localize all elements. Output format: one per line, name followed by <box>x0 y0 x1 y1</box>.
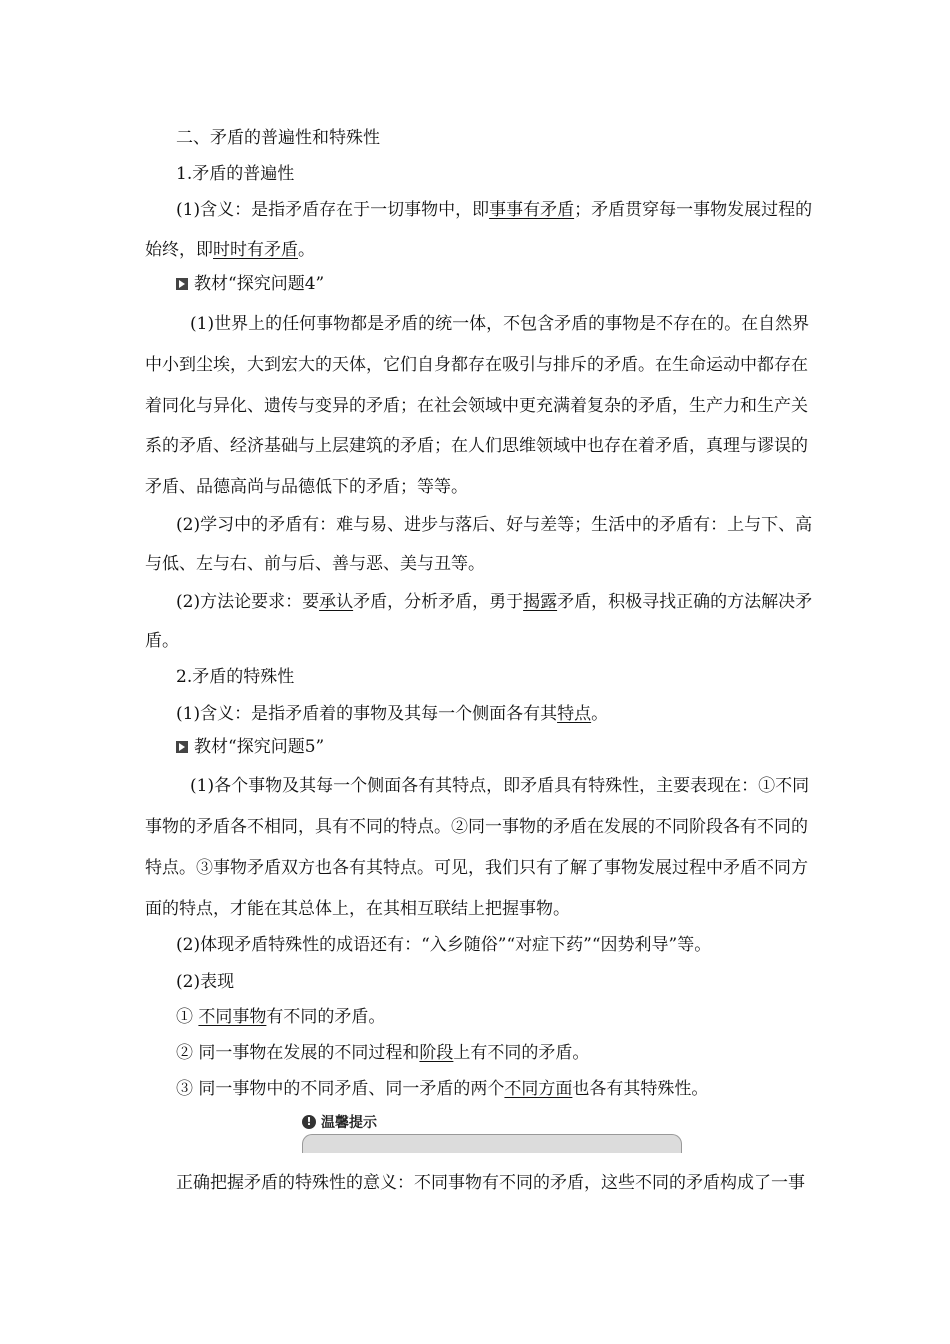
tip-bar <box>302 1134 682 1153</box>
paragraph-line: 特点。③事物矛盾双方也各有其特点。可见，我们只有了解了事物发展过程中矛盾不同方 <box>145 858 808 878</box>
tip-box <box>302 1112 682 1152</box>
key-term: 揭露 <box>523 592 558 612</box>
paragraph-line: 事物的矛盾各不相同，具有不同的特点。②同一事物的矛盾在发展的不同阶段各有不同的 <box>145 817 808 837</box>
method-line: 盾。 <box>145 631 179 651</box>
paragraph-line: (2)学习中的矛盾有：难与易、进步与落后、好与差等；生活中的矛盾有：上与下、高 <box>176 515 813 535</box>
key-term: 不同方面 <box>504 1079 573 1099</box>
tip-title: 温馨提示 <box>321 1115 377 1131</box>
play-marker-icon <box>176 278 188 290</box>
paragraph-line: 面的特点，才能在其总体上，在其相互联结上把握事物。 <box>145 899 570 919</box>
textbook-box-label: 教材“探究问题5” <box>176 736 324 758</box>
subsection-heading: (2)表现 <box>176 972 235 992</box>
key-term: 事事有矛盾 <box>489 200 575 220</box>
subsection-heading: 1.矛盾的普遍性 <box>176 164 295 184</box>
list-item: ③ 同一事物中的不同矛盾、同一矛盾的两个不同方面也各有其特殊性。 <box>176 1079 709 1099</box>
textbook-box-label: 教材“探究问题4” <box>176 273 324 295</box>
key-term: 不同事物 <box>198 1007 267 1027</box>
paragraph-line: 着同化与异化、遗传与变异的矛盾；在社会领域中更充满着复杂的矛盾，生产力和生产关 <box>145 396 808 416</box>
paragraph-line: (1)世界上的任何事物都是矛盾的统一体，不包含矛盾的事物是不存在的。在自然界 <box>190 314 810 334</box>
exclamation-icon: ! <box>302 1115 316 1129</box>
list-item: ② 同一事物在发展的不同过程和阶段上有不同的矛盾。 <box>176 1043 590 1063</box>
paragraph-line: 系的矛盾、经济基础与上层建筑的矛盾；在人们思维领域中也存在着矛盾，真理与谬误的 <box>145 436 808 456</box>
paragraph-line: (1)各个事物及其每一个侧面各有其特点，即矛盾具有特殊性，主要表现在：①不同 <box>190 776 810 796</box>
subsection-heading: 2.矛盾的特殊性 <box>176 667 295 687</box>
key-term: 阶段 <box>419 1043 454 1063</box>
paragraph-line: 正确把握矛盾的特殊性的意义：不同事物有不同的矛盾，这些不同的矛盾构成了一事 <box>176 1173 805 1193</box>
definition-line: 始终，即时时有矛盾。 <box>145 240 315 260</box>
key-term: 承认 <box>319 592 354 612</box>
method-line: (2)方法论要求：要承认矛盾，分析矛盾，勇于揭露矛盾，积极寻找正确的方法解决矛 <box>176 592 813 612</box>
list-item: ① 不同事物有不同的矛盾。 <box>176 1007 386 1027</box>
paragraph-line: 中小到尘埃，大到宏大的天体，它们自身都存在吸引与排斥的矛盾。在生命运动中都存在 <box>145 355 808 375</box>
play-marker-icon <box>176 741 188 753</box>
paragraph-line: 与低、左与右、前与后、善与恶、美与丑等。 <box>145 554 485 574</box>
paragraph-line: (2)体现矛盾特殊性的成语还有：“入乡随俗”“对症下药”“因势利导”等。 <box>176 935 712 955</box>
section-heading: 二、矛盾的普遍性和特殊性 <box>176 128 380 148</box>
definition-line: (1)含义：是指矛盾存在于一切事物中，即事事有矛盾；矛盾贯穿每一事物发展过程的 <box>176 200 813 220</box>
paragraph-line: 矛盾、品德高尚与品德低下的矛盾；等等。 <box>145 477 468 497</box>
key-term: 特点 <box>557 704 592 724</box>
tip-header <box>302 1112 377 1132</box>
definition-line: (1)含义：是指矛盾着的事物及其每一个侧面各有其特点。 <box>176 704 609 724</box>
key-term: 时时有矛盾 <box>213 240 298 260</box>
